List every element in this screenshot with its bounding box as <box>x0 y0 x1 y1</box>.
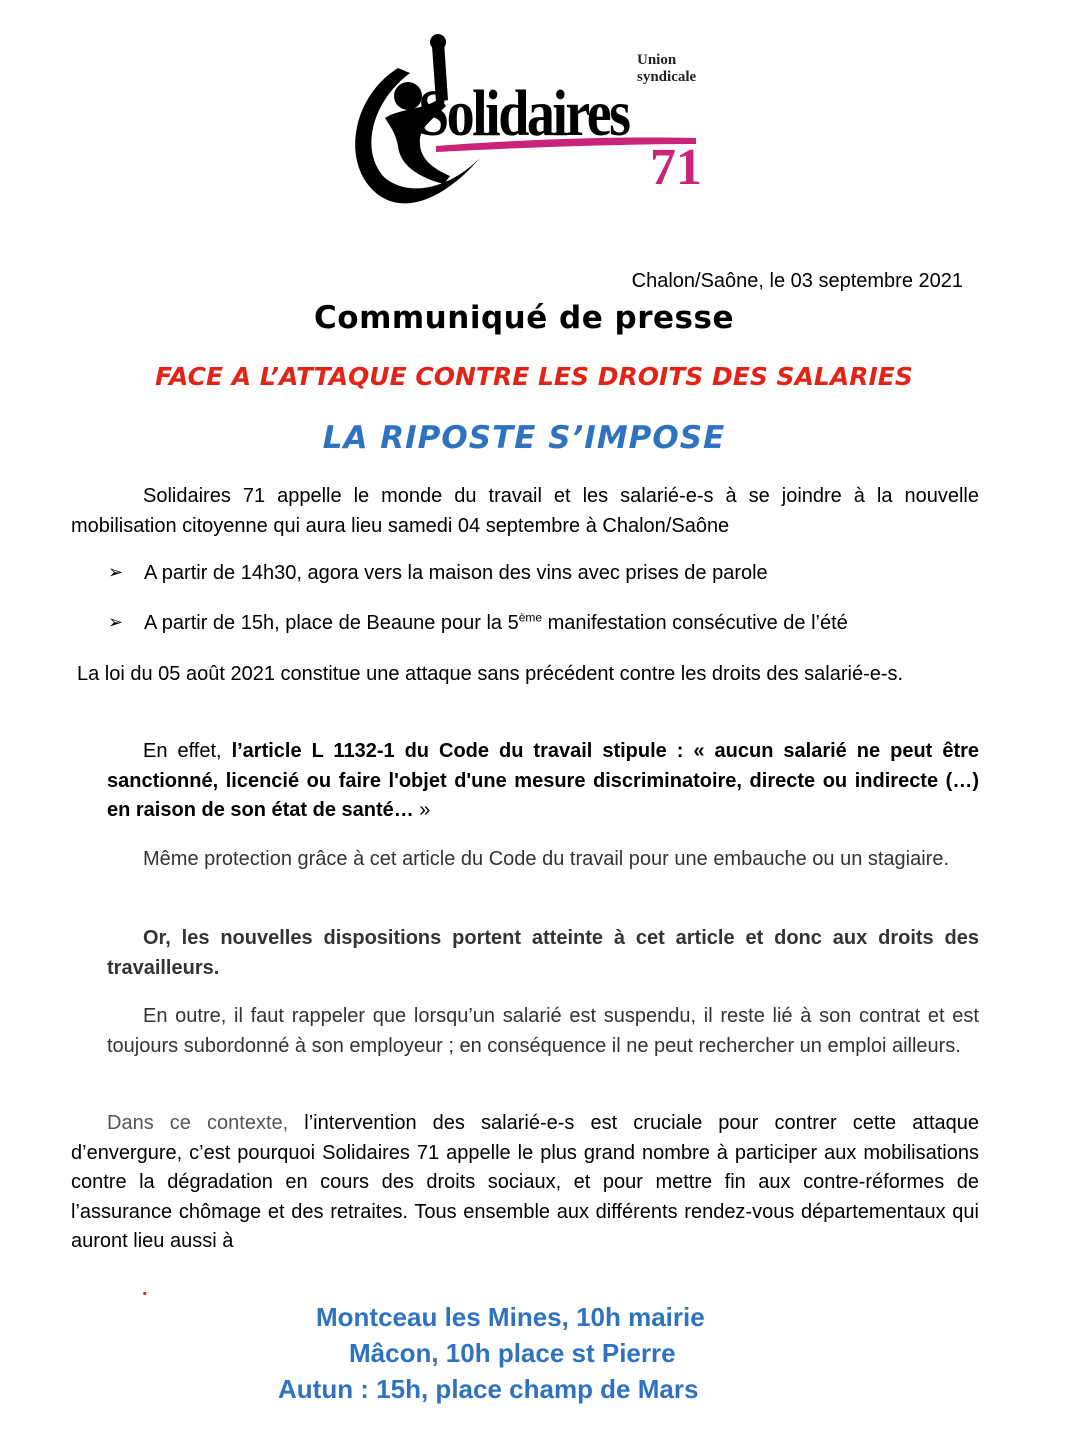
date-line: Chalon/Saône, le 03 septembre 2021 <box>631 270 963 292</box>
arrow-bullet-icon: ➢ <box>108 562 124 582</box>
headline-red: FACE A L’ATTAQUE CONTRE LES DROITS DES SALARIES <box>155 362 913 391</box>
paragraph-or: Or, les nouvelles dispositions portent atteinte à cet article et donc aux droits des travailleurs. <box>107 927 979 979</box>
contexte-muted: Dans ce contexte, <box>107 1112 289 1134</box>
logo-union-line2: syndicale <box>637 69 697 85</box>
paragraph-article <box>107 737 979 826</box>
article-lead: En effet, <box>143 740 232 762</box>
paragraph-outre: En outre, il faut rappeler que lorsqu’un salarié est suspendu, il reste lié à son contrat et est toujours subordonné à son employeur ; en conséquence il ne peut rechercher un emploi ailleurs. <box>107 1005 979 1057</box>
article-quote: l’article L 1132-1 du Code du travail stipule : « aucun salarié ne peut être sanctionné, licencié ou faire l'objet d'une mesure discriminatoire, directe ou indirecte (…) en raison de son état de santé… <box>107 740 980 821</box>
location-autun: Autun : 15h, place champ de Mars <box>278 1374 699 1404</box>
bullet-text-post: manifestation consécutive de l’été <box>542 612 848 634</box>
article-tail: » <box>413 799 431 821</box>
paragraph-protection: Même protection grâce à cet article du Code du travail pour une embauche ou un stagiaire. <box>143 848 950 870</box>
logo-number: 71 <box>650 139 702 196</box>
paragraph-contexte <box>71 1109 979 1257</box>
bullet-text-pre: A partir de 15h, place de Beaune pour la 5 <box>144 612 519 634</box>
bullet-superscript: ème <box>518 610 543 625</box>
solidaires-logo <box>340 28 720 218</box>
arrow-bullet-icon: ➢ <box>108 612 124 632</box>
bullet-text <box>144 612 848 635</box>
logo-name: Solidaires <box>418 77 629 150</box>
headline-blue: LA RIPOSTE S’IMPOSE <box>322 420 726 456</box>
paragraph-loi <box>77 660 979 690</box>
logo-union-text <box>637 52 696 86</box>
location-macon: Mâcon, 10h place st Pierre <box>349 1338 676 1368</box>
intro-paragraph: Solidaires 71 appelle le monde du travail et les salarié-e-s à se joindre à la nouvelle mobilisation citoyenne qui aura lieu samedi 04 septembre à Chalon/Saône <box>71 485 979 537</box>
logo-union-line1: Union <box>637 52 677 68</box>
paragraph-loi-text: La loi du 05 août 2021 constitue une attaque sans précédent contre les droits des salarié-e-s. <box>77 663 904 685</box>
bullet-text: A partir de 14h30, agora vers la maison des vins avec prises de parole <box>144 562 768 584</box>
location-montceau: Montceau les Mines, 10h mairie <box>316 1302 705 1332</box>
page-title: Communiqué de presse <box>314 300 734 336</box>
contexte-rest: l’intervention des salarié-e-s est cruciale pour contrer cette attaque d’envergure, c’est pourquoi Solidaires 71 appelle le plus grand nombre à participer aux mobilisations contre la dégradation en cours des droits sociaux, et pour mettre fin aux contre-réformes de l’assurance chômage et des retraites. Tous ensemble aux différents rendez-vous départementaux qui auront lieu aussi à <box>71 1112 979 1252</box>
red-dot: . <box>142 1278 148 1300</box>
